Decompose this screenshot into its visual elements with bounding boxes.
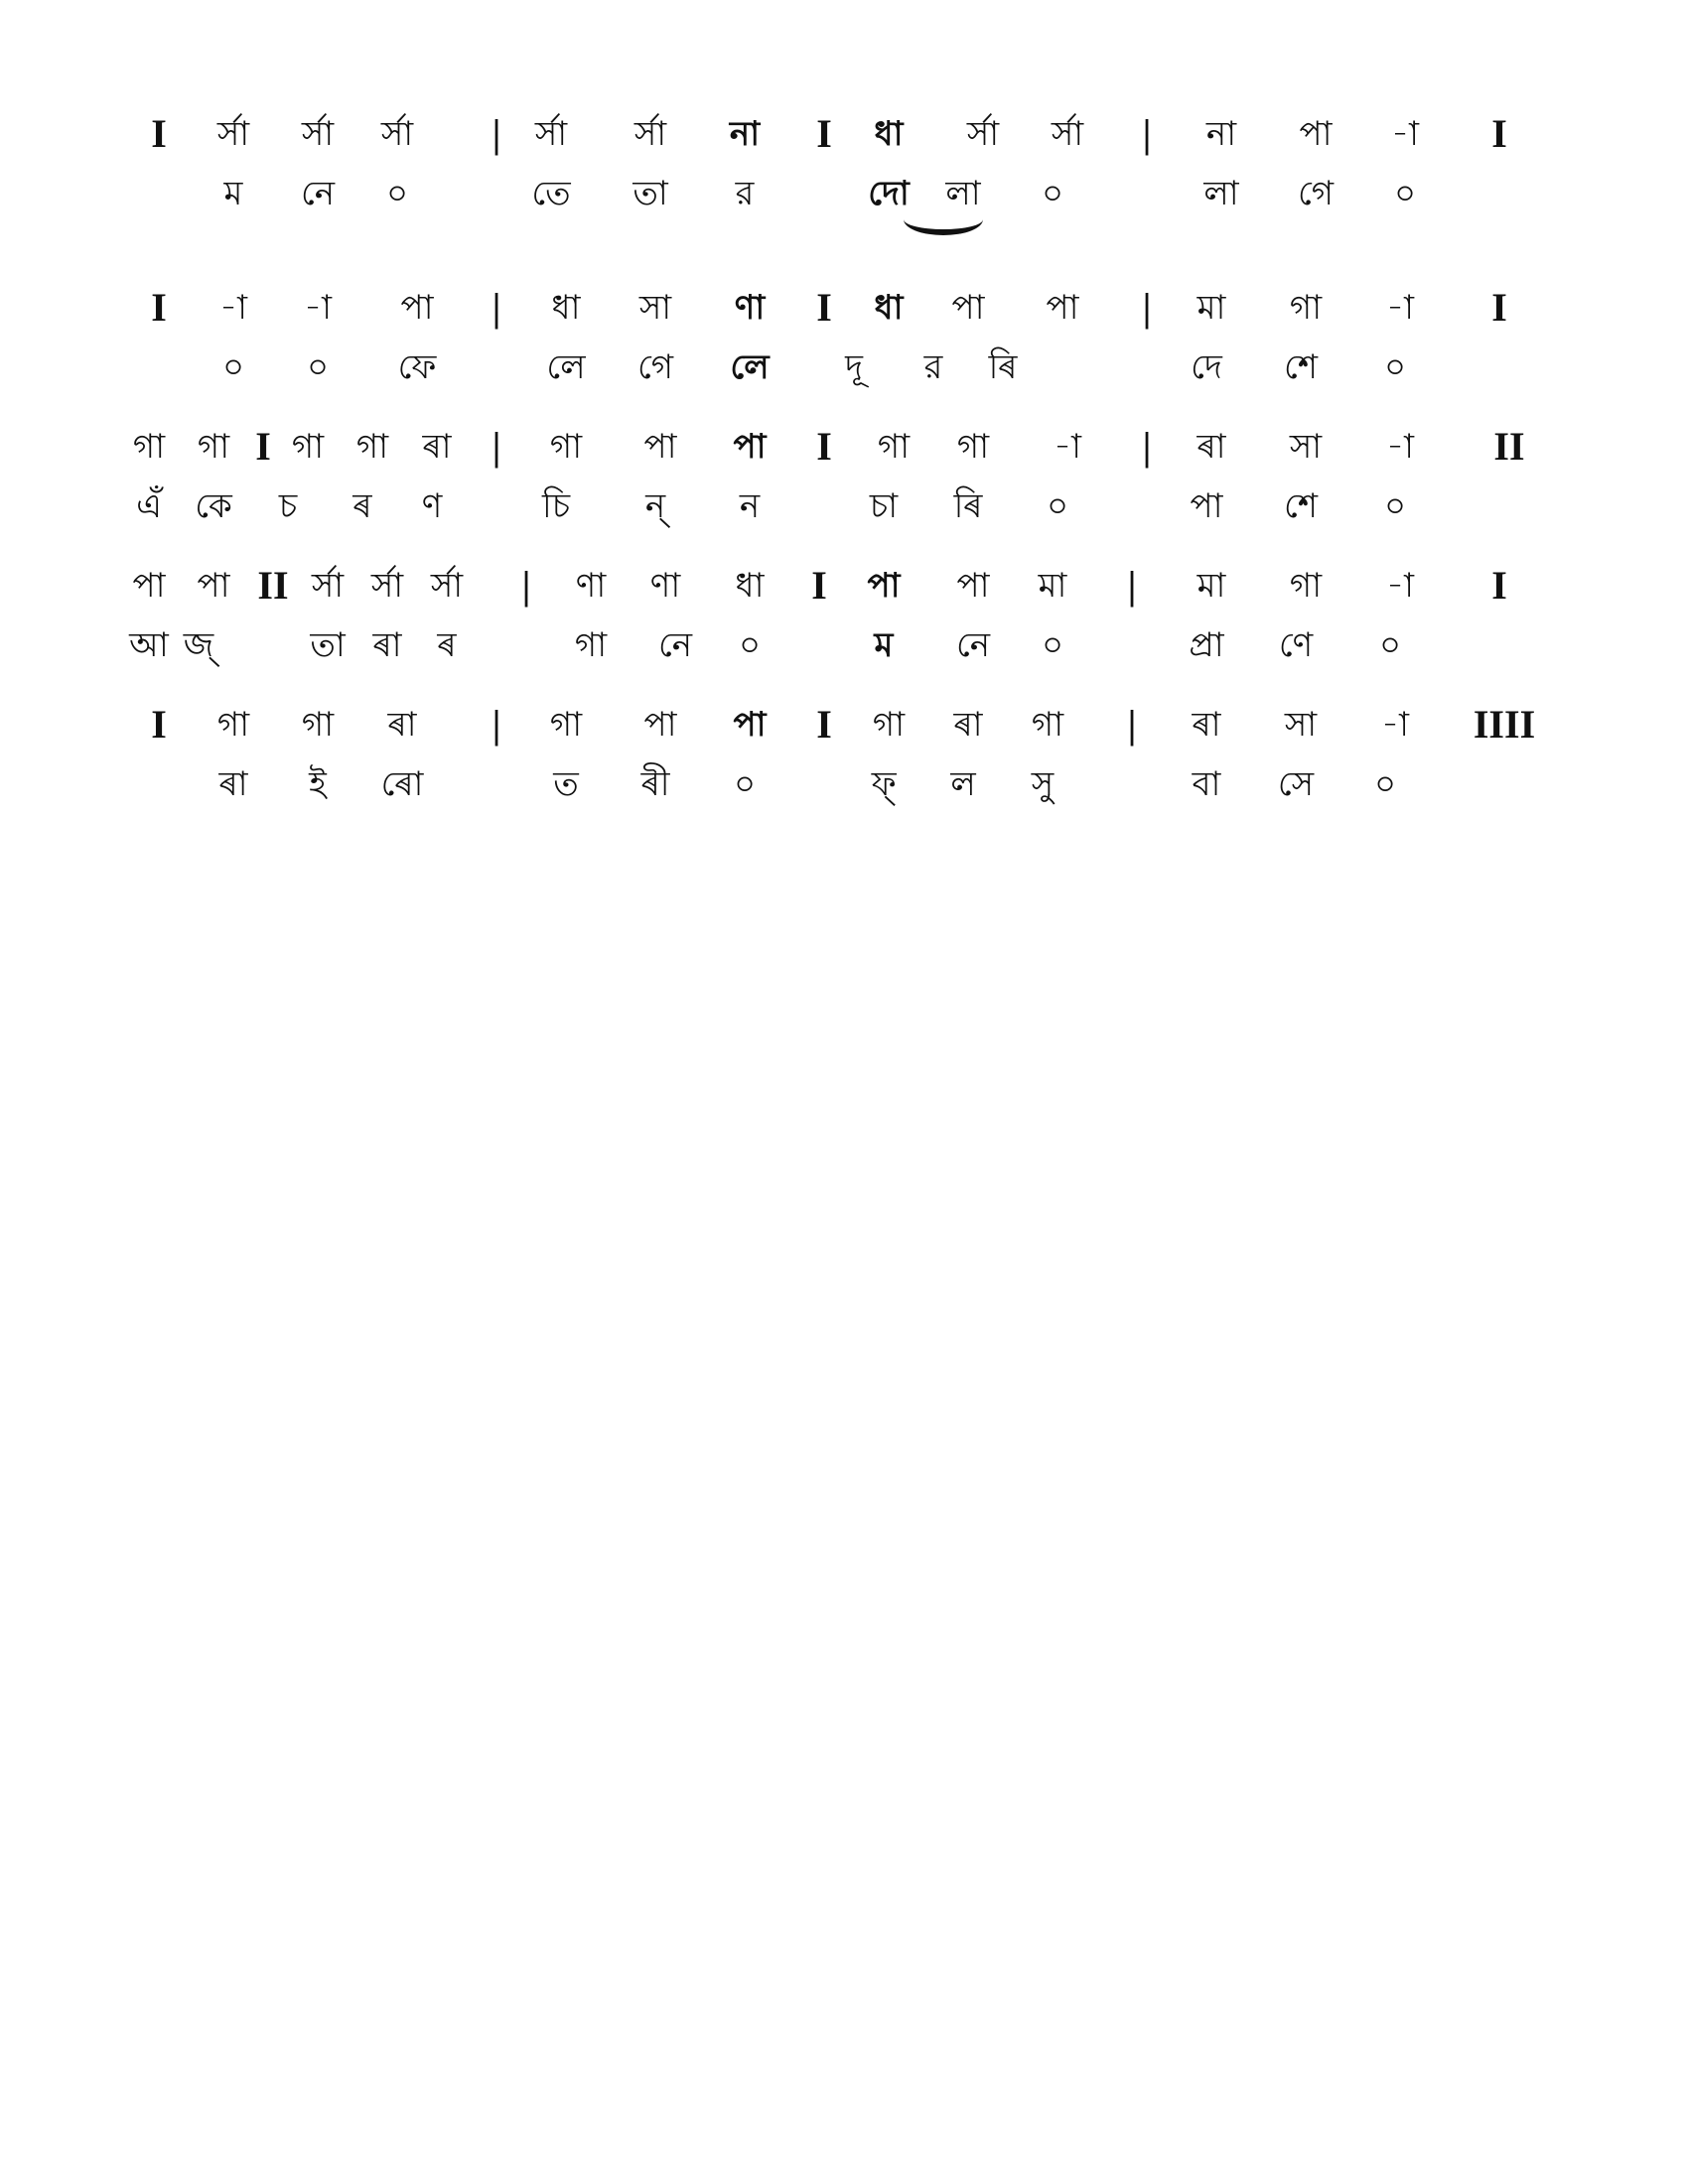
swara-note: ণা — [575, 566, 607, 606]
lyric-syllable: ফে — [397, 347, 437, 387]
swara-note: গা — [549, 705, 583, 745]
swara-note: মা — [1196, 566, 1226, 606]
swara-note: র্সা — [633, 114, 667, 154]
swara-note: গা — [549, 427, 583, 467]
notation-line — [129, 563, 1519, 685]
swara-note: ণা — [734, 288, 766, 328]
swara-note: গা — [216, 705, 250, 745]
lyric-syllable: ল — [950, 764, 976, 804]
swara-note: গা — [1289, 566, 1323, 606]
lyric-syllable: ০ — [1041, 625, 1064, 665]
swara-note: পা — [867, 566, 901, 606]
swara-row — [139, 702, 1536, 764]
lyric-syllable: আ — [129, 625, 169, 665]
swara-note: -া — [1386, 288, 1414, 328]
lyric-syllable: দো — [868, 174, 910, 213]
swara-note: ধা — [874, 114, 904, 154]
lyric-syllable: ০ — [385, 174, 409, 213]
lyric-syllable: র — [923, 347, 943, 387]
swara-note: ৰা — [1192, 705, 1221, 745]
swara-note: -া — [219, 288, 247, 328]
swara-note: র্সা — [380, 114, 414, 154]
swara-note: র্সা — [534, 114, 568, 154]
barline: I — [151, 702, 167, 747]
swara-note: ধা — [551, 288, 581, 328]
barline: I — [1491, 111, 1507, 156]
lyric-syllable: ৰো — [380, 764, 424, 804]
swara-note: র্সা — [311, 566, 345, 606]
lyric-syllable: ০ — [306, 347, 330, 387]
swara-row — [132, 424, 1525, 486]
swara-note: গা — [291, 427, 325, 467]
swara-note: ণা — [649, 566, 681, 606]
swara-note: গা — [1031, 705, 1064, 745]
lyric-syllable: ০ — [1383, 486, 1407, 526]
barline: I — [816, 285, 832, 330]
notation-line — [132, 424, 1525, 546]
lyric-syllable: চ — [278, 486, 298, 526]
swara-note: মা — [1196, 288, 1226, 328]
barline: I — [816, 424, 832, 469]
lyric-syllable: প্ৰা — [1189, 625, 1224, 665]
lyric-syllable: নে — [300, 174, 336, 213]
lyric-syllable: ০ — [1046, 486, 1069, 526]
swara-note: মা — [1038, 566, 1067, 606]
lyric-syllable: ৰ — [352, 486, 372, 526]
swara-note: পা — [643, 705, 677, 745]
swara-note: র্সা — [301, 114, 335, 154]
swara-note: পা — [400, 288, 434, 328]
lyric-syllable: ০ — [1373, 764, 1397, 804]
swara-note: গা — [355, 427, 389, 467]
swara-row — [139, 111, 1519, 174]
lyric-syllable: ণে — [1278, 625, 1314, 665]
swara-note: সা — [1289, 427, 1323, 467]
lyric-syllable: ৰা — [218, 764, 248, 804]
swara-note: পা — [733, 427, 767, 467]
swara-note: -া — [1386, 566, 1414, 606]
swara-note: না — [1205, 114, 1237, 154]
swara-note: র্সা — [430, 566, 464, 606]
swara-note: -া — [1054, 427, 1081, 467]
notation-line — [139, 285, 1519, 407]
lyric-syllable: গে — [1297, 174, 1335, 213]
lyric-row — [139, 347, 1519, 407]
lyric-row — [129, 625, 1519, 685]
lyric-syllable: ৰি — [988, 347, 1018, 387]
lyric-syllable: ত — [553, 764, 579, 804]
swara-note: গা — [132, 427, 166, 467]
barline: I — [1491, 563, 1507, 608]
barline: II — [1493, 424, 1525, 469]
barline: | — [492, 285, 501, 330]
lyric-syllable: ০ — [733, 764, 757, 804]
lyric-syllable: তা — [310, 625, 346, 665]
lyric-syllable: ম — [874, 625, 894, 665]
swara-note: র্সা — [370, 566, 404, 606]
lyric-syllable: ০ — [738, 625, 762, 665]
swara-row — [139, 285, 1519, 347]
lyric-syllable: সে — [1277, 764, 1315, 804]
lyric-syllable: লা — [945, 174, 981, 213]
lyric-syllable: ণ — [421, 486, 443, 526]
swara-note: না — [729, 114, 761, 154]
barline: | — [1127, 563, 1137, 608]
lyric-syllable: ৰ — [437, 625, 457, 665]
barline: I — [816, 111, 832, 156]
lyric-syllable: নে — [955, 625, 991, 665]
lyric-syllable: ৰা — [372, 625, 402, 665]
swara-note: র্সা — [1051, 114, 1084, 154]
barline: | — [1142, 424, 1152, 469]
lyric-syllable: এঁ — [136, 486, 162, 526]
swara-note: পা — [733, 705, 767, 745]
swara-note: ৰা — [953, 705, 983, 745]
swara-row — [132, 563, 1519, 625]
lyric-syllable: জ্ — [183, 625, 214, 665]
lyric-syllable: সু — [1031, 764, 1055, 804]
barline: | — [1127, 702, 1137, 747]
notation-line — [139, 702, 1536, 824]
swara-note: ৰা — [387, 705, 417, 745]
lyric-syllable: ম — [223, 174, 243, 213]
lyric-syllable: ০ — [1383, 347, 1407, 387]
swara-note: গা — [877, 427, 911, 467]
lyric-syllable: লে — [730, 347, 770, 387]
barline: I — [151, 285, 167, 330]
lyric-syllable: ৰি — [953, 486, 983, 526]
barline: | — [1142, 285, 1152, 330]
swara-note: গা — [197, 427, 230, 467]
barline: IIII — [1473, 702, 1536, 747]
lyric-syllable: দূ — [845, 347, 863, 387]
lyric-row — [139, 764, 1519, 824]
swara-note: র্সা — [216, 114, 250, 154]
lyric-syllable: ০ — [221, 347, 245, 387]
barline: | — [521, 563, 531, 608]
lyric-syllable: ৰী — [640, 764, 670, 804]
barline: I — [255, 424, 271, 469]
barline: I — [151, 111, 167, 156]
swara-note: পা — [1046, 288, 1079, 328]
lyric-row — [136, 486, 1519, 546]
barline: I — [811, 563, 827, 608]
lyric-syllable: লে — [546, 347, 586, 387]
swara-note: গা — [301, 705, 335, 745]
lyric-syllable: শে — [1284, 347, 1318, 387]
swara-note: ধা — [874, 288, 904, 328]
lyric-syllable: চা — [869, 486, 899, 526]
barline: I — [1491, 285, 1507, 330]
lyric-syllable: র — [735, 174, 755, 213]
lyric-syllable: ০ — [1041, 174, 1064, 213]
swara-note: -া — [1381, 705, 1409, 745]
slur-mark — [904, 204, 983, 235]
swara-note: -া — [304, 288, 332, 328]
lyric-syllable: দে — [1191, 347, 1222, 387]
swara-note: সা — [638, 288, 672, 328]
barline: | — [492, 702, 501, 747]
barline: II — [257, 563, 289, 608]
swara-note: পা — [197, 566, 230, 606]
lyric-syllable: গা — [574, 625, 608, 665]
swara-note: পা — [951, 288, 985, 328]
notation-line — [139, 111, 1519, 233]
lyric-syllable: তে — [531, 174, 571, 213]
lyric-row — [139, 174, 1519, 233]
barline: | — [1142, 111, 1152, 156]
lyric-syllable: ০ — [1378, 625, 1402, 665]
swara-note: গা — [956, 427, 990, 467]
lyric-syllable: নে — [657, 625, 693, 665]
lyric-syllable: কে — [195, 486, 232, 526]
lyric-syllable: ফ্ — [871, 764, 897, 804]
swara-note: পা — [1299, 114, 1333, 154]
swara-note: গা — [872, 705, 906, 745]
swara-note: -া — [1391, 114, 1419, 154]
swara-note: র্সা — [966, 114, 1000, 154]
swara-note: পা — [132, 566, 166, 606]
lyric-syllable: ন্ — [644, 486, 666, 526]
swara-note: ধা — [735, 566, 765, 606]
lyric-syllable: ন — [739, 486, 761, 526]
lyric-syllable: পা — [1190, 486, 1223, 526]
lyric-syllable: ০ — [1393, 174, 1417, 213]
swara-note: পা — [643, 427, 677, 467]
lyric-syllable: তা — [633, 174, 668, 213]
lyric-syllable: লা — [1203, 174, 1239, 213]
lyric-syllable: শে — [1284, 486, 1318, 526]
lyric-syllable: বা — [1192, 764, 1221, 804]
swara-note: ৰা — [1196, 427, 1226, 467]
barline: | — [492, 424, 501, 469]
lyric-syllable: গে — [636, 347, 674, 387]
lyric-syllable: চি — [541, 486, 571, 526]
swara-note: সা — [1284, 705, 1318, 745]
lyric-syllable: ই — [309, 764, 327, 804]
swara-note: পা — [956, 566, 990, 606]
swara-note: গা — [1289, 288, 1323, 328]
swara-note: -া — [1386, 427, 1414, 467]
barline: | — [492, 111, 501, 156]
swara-note: ৰা — [422, 427, 452, 467]
barline: I — [816, 702, 832, 747]
